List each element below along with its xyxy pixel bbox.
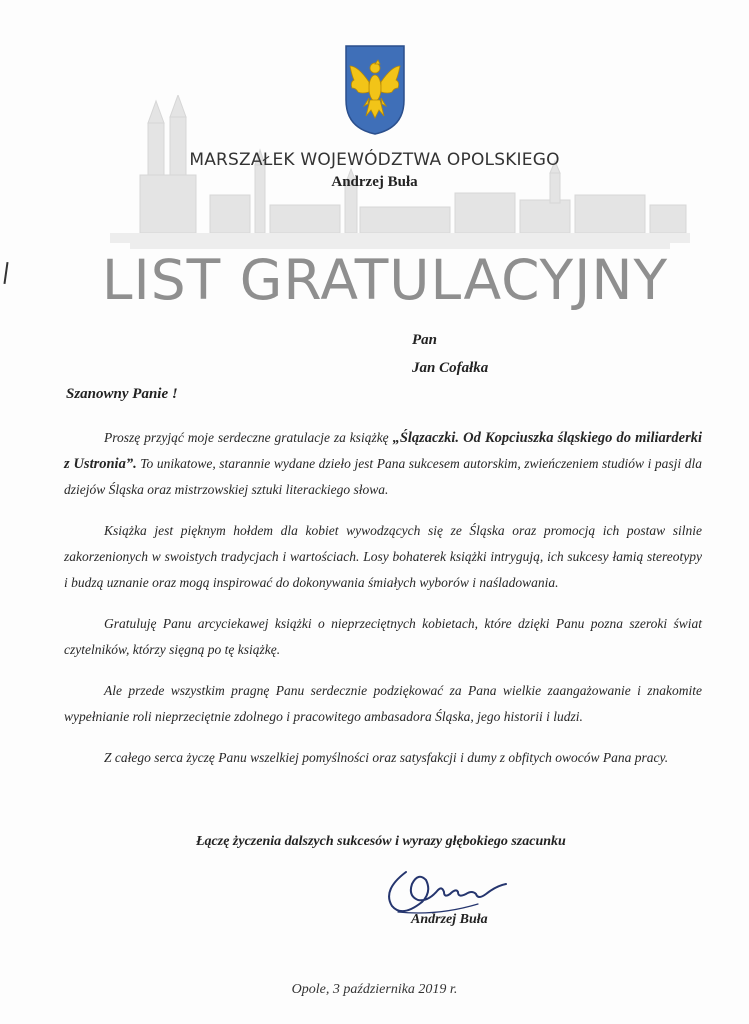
document-title: LIST GRATULACYJNY bbox=[101, 248, 669, 312]
letter-body bbox=[64, 425, 702, 786]
paragraph-3: Gratuluję Panu arcyciekawej książki o nieprzeciętnych kobietach, które dzięki Panu pozna szeroki świat czytelników, którzy sięgną po tę książkę. bbox=[64, 616, 702, 657]
paragraph-1-intro: Proszę przyjąć moje serdeczne gratulacje za książkę bbox=[104, 430, 393, 445]
signer-name: Andrzej Buła bbox=[411, 912, 488, 927]
recipient-salutation: Pan bbox=[412, 332, 438, 348]
paragraph-1 bbox=[64, 425, 702, 503]
recipient-name: Jan Cofałka bbox=[412, 360, 489, 376]
paragraph-4: Ale przede wszystkim pragnę Panu serdecznie podziękować za Pana wielkie zaangażowanie i znakomite wypełnianie roli nieprzeciętnie zdolnego i pracowitego ambasadora Śląska, jego historii i ludzi. bbox=[64, 683, 702, 724]
place-and-date: Opole, 3 października 2019 r. bbox=[291, 982, 458, 997]
office-title: MARSZAŁEK WOJEWÓDZTWA OPOLSKIEGO bbox=[189, 150, 560, 170]
paragraph-2: Książka jest pięknym hołdem dla kobiet wywodzących się ze Śląska oraz promocją ich postaw silnie zakorzenionych w swoistych tradycjach i wartościach. Losy bohaterek książki intrygują, ich sukcesy łamią stereotypy i budzą uznanie oraz mogą inspirować do dokonywania śmiałych wyborów i naśladowania. bbox=[64, 523, 702, 590]
closing-line: Łączę życzenia dalszych sukcesów i wyrazy głębokiego szacunku bbox=[196, 834, 566, 849]
opole-eagle-crest-icon bbox=[344, 44, 406, 136]
book-title: „Ślązaczki. Od Kopciuszka śląskiego do miliarderki z Ustronia”. bbox=[64, 430, 702, 472]
paragraph-1-rest: To unikatowe, starannie wydane dzieło jest Pana sukcesem autorskim, zwieńczeniem studiów i pasji dla dziejów Śląska oraz mistrzowskiej sztuki literackiego słowa. bbox=[64, 456, 702, 497]
scan-edge-mark bbox=[3, 262, 8, 284]
greeting: Szanowny Panie ! bbox=[66, 386, 178, 402]
paragraph-5: Z całego serca życzę Panu wszelkiej pomyślności oraz satysfakcji i dumy z obfitych owoców Pana pracy. bbox=[104, 750, 669, 765]
office-holder-name: Andrzej Buła bbox=[331, 174, 418, 190]
handwritten-signature bbox=[378, 860, 518, 920]
